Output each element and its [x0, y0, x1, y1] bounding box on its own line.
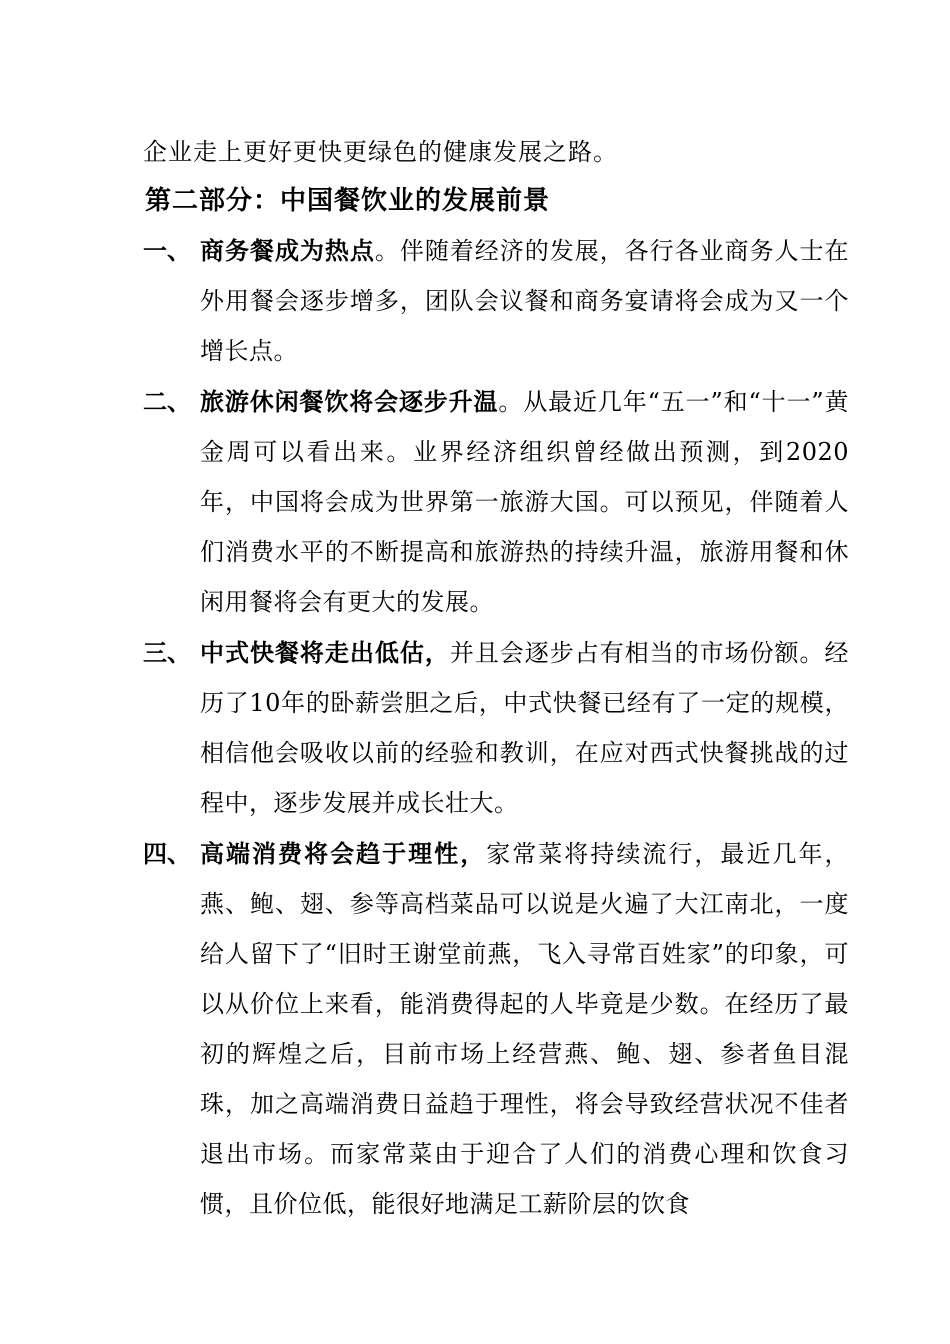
list-item-text: 。从最近几年“五一”和“十一”黄金周可以看出来。业界经济组织曾经做出预测，到2020年，中国将会成为世界第一旅游大国。可以预见，伴随着人们消费水平的不断提高和旅游热的持续升温，旅游用餐和休闲用餐将会有更大的发展。 [200, 388, 850, 616]
list-item [143, 829, 849, 1229]
list-item-lead: 高端消费将会趋于理性， [200, 839, 487, 868]
list-item-text: 家常菜将持续流行，最近几年，燕、鲍、翅、参等高档菜品可以说是火遍了大江南北，一度给人留下了“旧时王谢堂前燕，飞入寻常百姓家”的印象，可以从价位上来看，能消费得起的人毕竟是少数。在经历了最初的辉煌之后，目前市场上经营燕、鲍、翅、参者鱼目混珠，加之高端消费日益趋于理性，将会导致经营状况不佳者退出市场。而家常菜由于迎合了人们的消费心理和饮食习惯，且价位低，能很好地满足工薪阶层的饮食 [200, 840, 850, 1218]
intro-paragraph: 企业走上更好更快更绿色的健康发展之路。 [143, 138, 618, 166]
section-heading: 第二部分：中国餐饮业的发展前景 [145, 186, 551, 216]
list-item-number: 四、 [143, 839, 191, 868]
list-item [143, 377, 849, 627]
list-item-number: 一、 [143, 236, 191, 265]
list-item [143, 226, 849, 376]
list-item-lead: 旅游休闲餐饮将会逐步升温 [200, 387, 499, 416]
list-item-lead: 中式快餐将走出低估， [200, 638, 450, 667]
list-item-text: 。伴随着经济的发展，各行各业商务人士在外用餐会逐步增多，团队会议餐和商务宴请将会成为又一个增长点。 [200, 237, 850, 365]
list-item-body [200, 226, 849, 376]
list-item-body [200, 829, 849, 1229]
list-item-body [200, 377, 849, 627]
list-item [143, 628, 849, 828]
list-item-number: 三、 [143, 638, 191, 667]
list-item-number: 二、 [143, 387, 191, 416]
list-item-text: 并且会逐步占有相当的市场份额。经历了10年的卧薪尝胆之后，中式快餐已经有了一定的规模，相信他会吸收以前的经验和教训，在应对西式快餐挑战的过程中，逐步发展并成长壮大。 [200, 639, 850, 817]
list-item-body [200, 628, 849, 828]
numbered-list [143, 226, 849, 1230]
list-item-lead: 商务餐成为热点 [200, 236, 375, 265]
